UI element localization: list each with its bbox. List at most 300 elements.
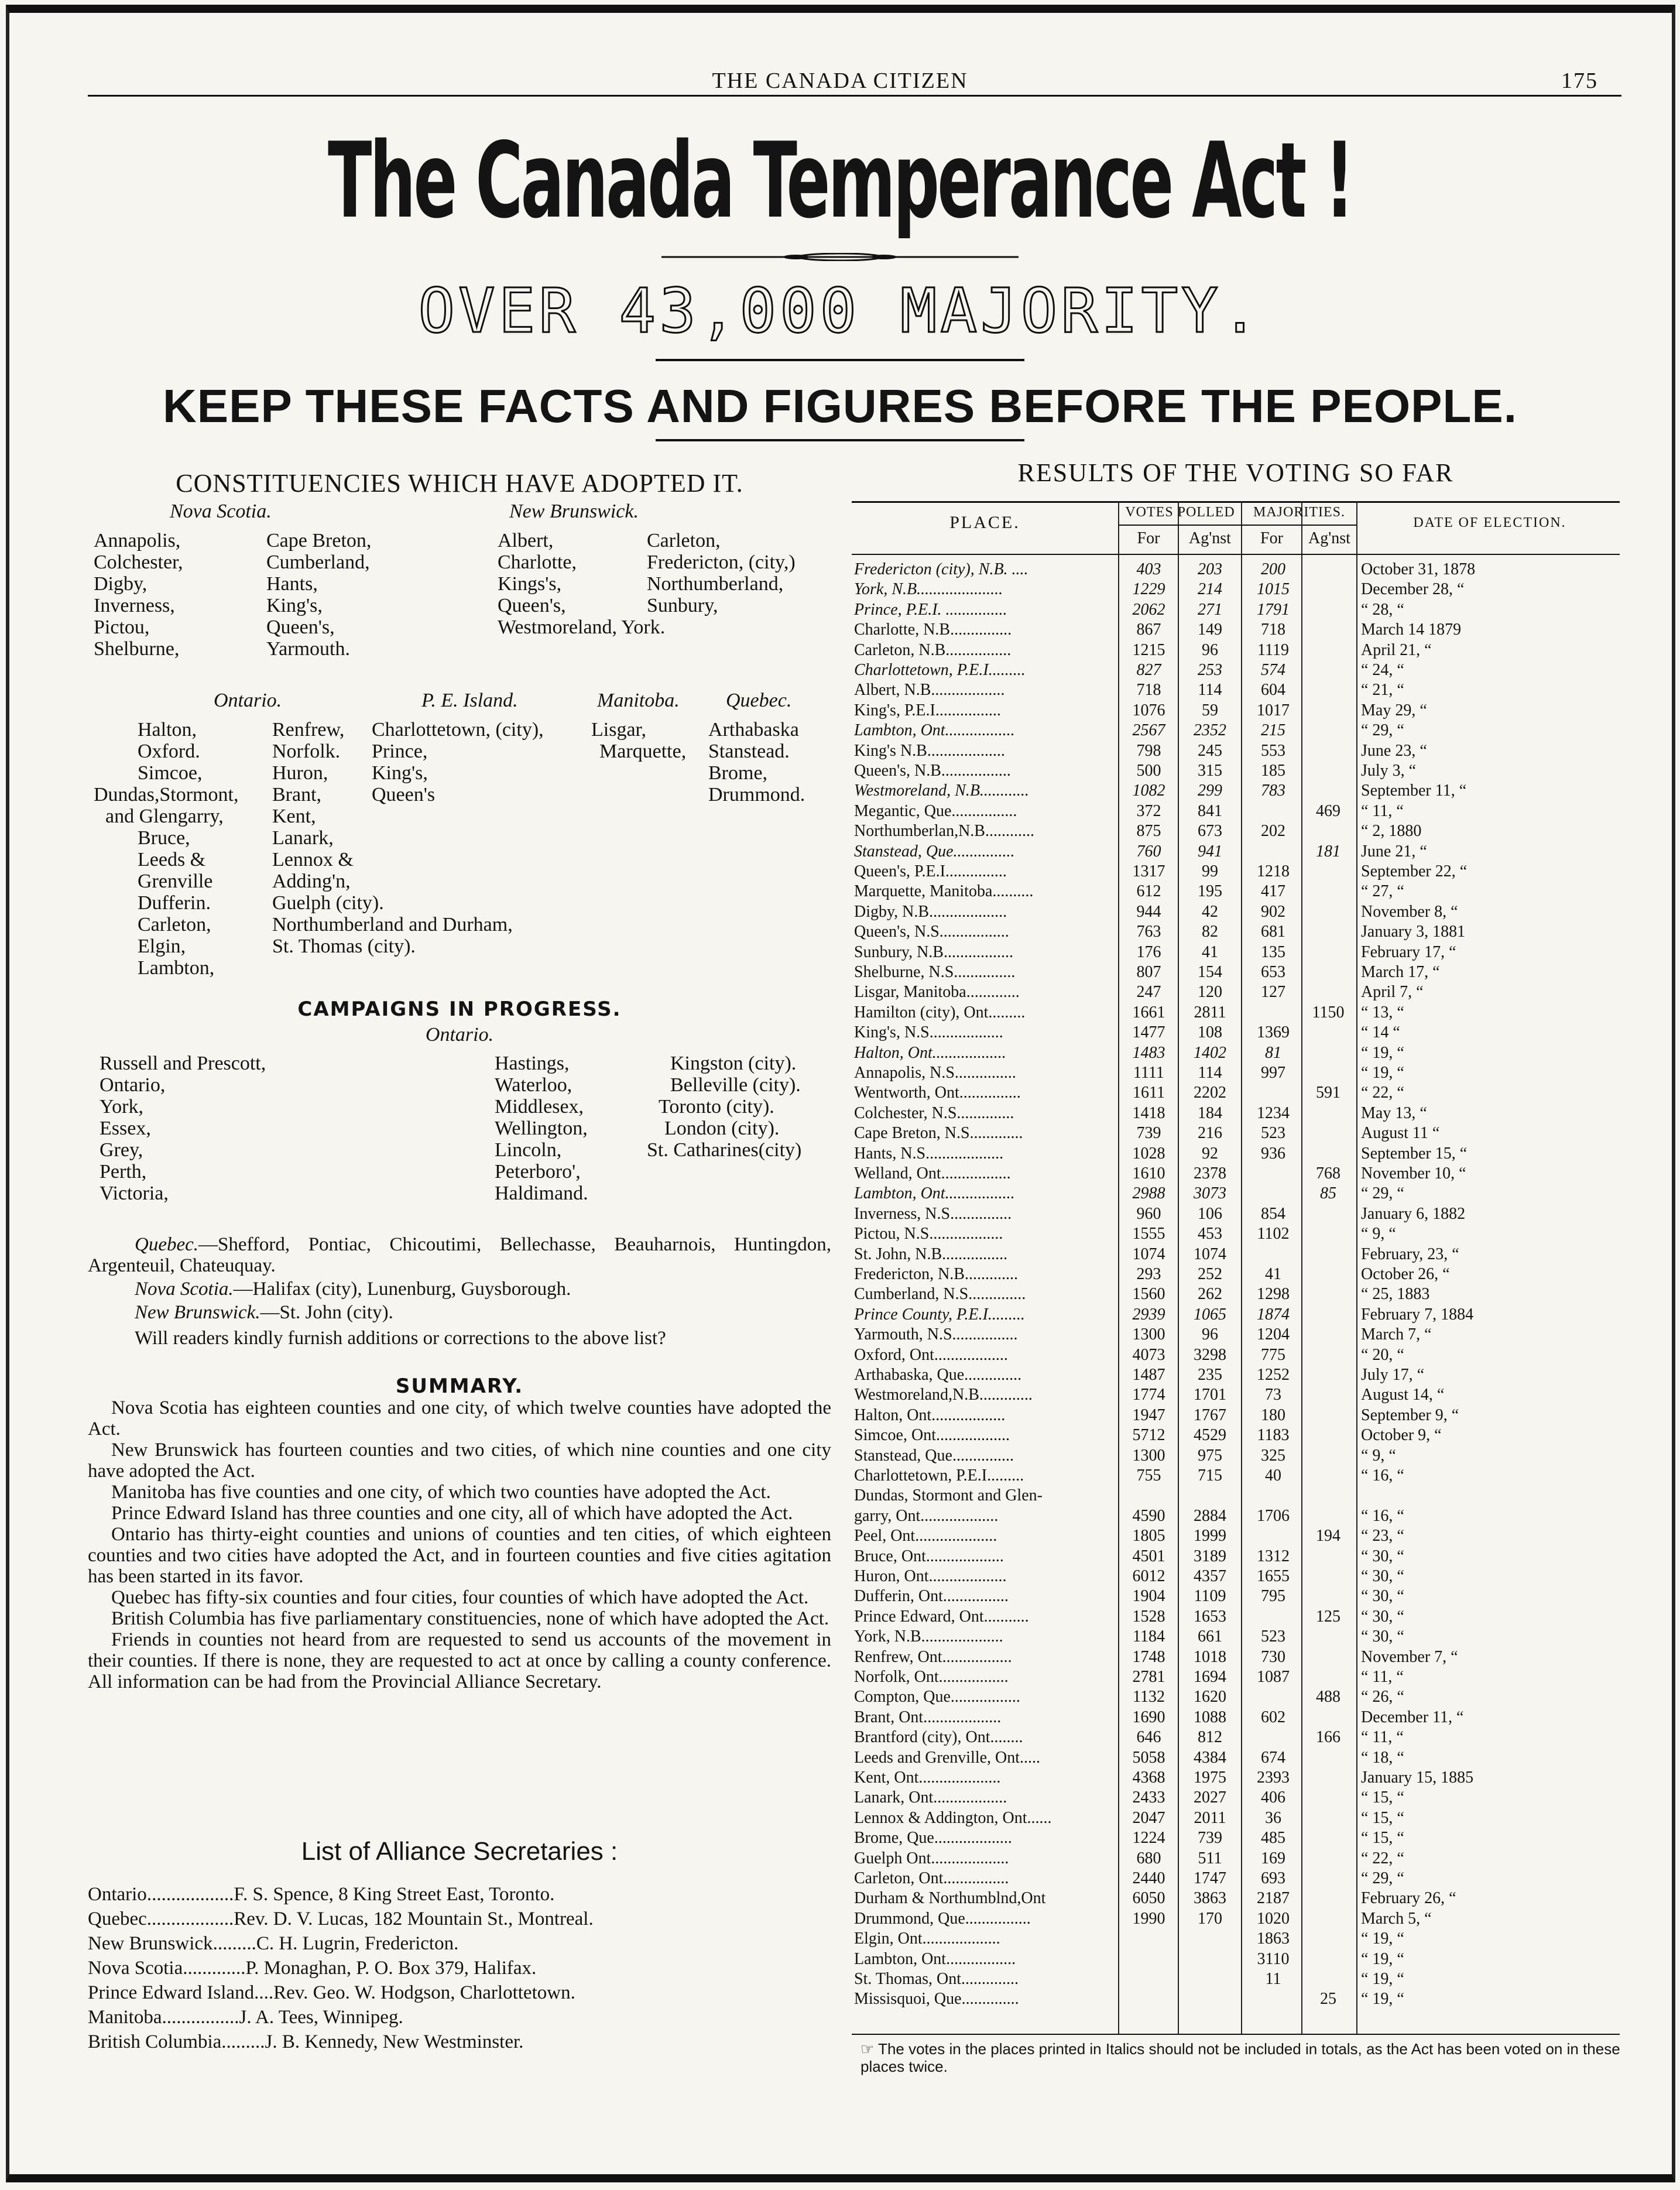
summary-p7: British Columbia has five parliamentary constituencies, none of which have adopted the Act. [111, 1608, 829, 1629]
cell-mf: 602 [1261, 1708, 1285, 1726]
cell-a: 1653 [1194, 1607, 1226, 1626]
cell-a: 511 [1198, 1849, 1222, 1867]
table-row [852, 1687, 1620, 1706]
campaigns-col3: Kingston (city). Belleville (city). Toronto (city). London (city). St. Catharines(city) [647, 1053, 802, 1161]
table-row [852, 1063, 1620, 1082]
pei-label: P. E. Island. [421, 690, 518, 711]
cell-f: 247 [1136, 983, 1161, 1002]
cell-f: 1317 [1132, 862, 1165, 880]
cell-p: Halton, Ont.................. [854, 1043, 1006, 1062]
cell-mf: 574 [1261, 661, 1285, 679]
cell-f: 4501 [1132, 1547, 1165, 1565]
cell-p: Sunbury, N.B................. [854, 943, 1013, 961]
cell-f: 755 [1136, 1466, 1161, 1485]
cell-a: 216 [1198, 1124, 1222, 1143]
cell-p: Leeds and Grenville, Ont..... [854, 1748, 1041, 1767]
cell-f: 1184 [1133, 1627, 1165, 1646]
cell-d: “ 29, “ [1361, 721, 1404, 740]
campaigns-col1: Russell and Prescott, Ontario, York, Essex, Grey, Perth, Victoria, [100, 1053, 266, 1204]
cell-mf: 718 [1261, 621, 1285, 639]
cell-a: 2202 [1194, 1084, 1226, 1102]
cell-f: 6050 [1132, 1889, 1165, 1908]
campaigns-col2: Hastings, Waterloo, Middlesex, Wellington, Lincoln, Peterboro', Haldimand. [495, 1053, 588, 1204]
cell-d: April 21, “ [1361, 640, 1432, 659]
cell-d: “ 11, “ [1361, 1728, 1404, 1747]
cell-f: 500 [1136, 762, 1161, 780]
cell-mf: 1252 [1257, 1366, 1290, 1384]
cell-a: 3298 [1194, 1345, 1226, 1364]
table-row [852, 842, 1620, 861]
table-row [852, 862, 1620, 881]
cell-p: Megantic, Que................ [854, 801, 1017, 820]
cell-a: 252 [1198, 1265, 1222, 1283]
cell-a: 214 [1198, 580, 1222, 599]
cell-d: “ 20, “ [1361, 1345, 1404, 1364]
cell-d: October 9, “ [1361, 1426, 1442, 1445]
cell-mf: 40 [1265, 1466, 1281, 1485]
ontario-col2: Renfrew, Norfolk. Huron, Brant, Kent, Lanark, Lennox & Adding'n, Guelph (city). Northumberland and Durham, St. Thomas (city). [272, 719, 513, 957]
cell-mf: 185 [1261, 762, 1285, 780]
cell-d: “ 9, “ [1361, 1446, 1396, 1465]
ns-col1: Annapolis, Colchester, Digby, Inverness, Pictou, Shelburne, [94, 530, 183, 660]
cell-p: Pictou, N.S.................. [854, 1225, 1003, 1243]
summary-p1: Nova Scotia has eighteen counties and one city, of which twelve counties have adopted the Act. [88, 1397, 831, 1440]
main-title: The Canada Temperance Act ! [328, 120, 1352, 241]
cell-a: 299 [1198, 782, 1222, 800]
cell-p: Brome, Que................... [854, 1829, 1012, 1848]
cell-f: 867 [1136, 621, 1161, 639]
cell-mf: 180 [1261, 1406, 1285, 1424]
table-row [852, 721, 1620, 740]
cell-f: 2062 [1132, 600, 1165, 619]
cell-mf: 169 [1261, 1849, 1285, 1867]
cell-p: Lisgar, Manitoba............. [854, 983, 1020, 1002]
cell-d: March 5, “ [1361, 1909, 1432, 1928]
table-row [852, 943, 1620, 962]
cell-d: “ 15, “ [1361, 1788, 1404, 1807]
cell-a: 235 [1198, 1366, 1222, 1384]
cell-p: Norfolk, Ont................. [854, 1668, 1009, 1686]
cell-a: 1088 [1194, 1708, 1226, 1726]
cell-a: 2027 [1194, 1788, 1226, 1807]
cell-mf: 783 [1261, 782, 1285, 800]
cell-d: “ 29, “ [1361, 1869, 1404, 1887]
cell-p: Charlottetown, P.E.I......... [854, 661, 1026, 679]
cell-mf: 73 [1265, 1386, 1281, 1404]
cell-a: 1975 [1194, 1769, 1226, 1787]
cell-f: 1082 [1132, 782, 1165, 800]
cell-p: Lambton, Ont................. [854, 721, 1015, 740]
cell-mf: 553 [1261, 741, 1285, 760]
cell-p: Bruce, Ont................... [854, 1547, 1004, 1565]
cell-f: 372 [1136, 801, 1161, 820]
cell-a: 941 [1198, 842, 1222, 861]
cell-mf: 1234 [1257, 1103, 1290, 1122]
other-campaigns [88, 1234, 831, 1349]
cell-mf: 127 [1261, 983, 1285, 1002]
cell-d: December 28, “ [1361, 580, 1465, 599]
cell-f: 1805 [1132, 1527, 1165, 1545]
campaigns-section [88, 998, 831, 1204]
cell-a: 812 [1198, 1728, 1222, 1747]
cell-mf: 81 [1265, 1043, 1281, 1062]
cell-a: 114 [1198, 1064, 1222, 1082]
cell-d: “ 9, “ [1361, 1225, 1396, 1243]
results-heading: RESULTS OF THE VOTING SO FAR [1017, 458, 1454, 487]
cell-p: Cumberland, N.S.............. [854, 1285, 1026, 1304]
cell-f: 2567 [1132, 721, 1165, 740]
summary-heading: SUMMARY. [395, 1375, 524, 1398]
cell-p: Yarmouth, N.S................ [854, 1325, 1018, 1344]
results-table [852, 501, 1620, 2035]
cell-ma: 25 [1320, 1990, 1336, 2009]
summary-p4: Prince Edward Island has three counties and one city, all of which have adopted the Act. [111, 1503, 793, 1524]
cell-d: February 17, “ [1361, 943, 1456, 961]
cell-p: King's, N.S.................. [854, 1023, 1003, 1042]
cell-d: “ 22, “ [1361, 1849, 1404, 1867]
table-top-rule [852, 501, 1620, 503]
cell-p: King's, P.E.I................ [854, 701, 1001, 719]
cell-p: Charlottetown, P.E.I......... [854, 1466, 1024, 1485]
cell-mf: 406 [1261, 1788, 1285, 1807]
cell-d: September 9, “ [1361, 1406, 1459, 1424]
cell-mf: 417 [1261, 882, 1285, 901]
cell-mf: 604 [1261, 681, 1285, 700]
cell-p: Dufferin, Ont................ [854, 1587, 1009, 1606]
italics-footnote: ☞ The votes in the places printed in Italics should not be included in totals, as the Act has been voted on in these places twice. [860, 2040, 1620, 2075]
cell-f: 1028 [1132, 1144, 1165, 1163]
cell-d: September 22, “ [1361, 862, 1468, 880]
cell-a: 841 [1198, 801, 1222, 820]
subtitle: OVER 43,000 MAJORITY. [418, 275, 1262, 347]
cell-f: 1224 [1132, 1829, 1165, 1848]
table-row [852, 1828, 1620, 1848]
table-row [852, 1144, 1620, 1163]
cell-ma: 768 [1316, 1164, 1340, 1183]
ns-label: Nova Scotia. [170, 501, 272, 522]
cell-d: “ 19, “ [1361, 1064, 1404, 1082]
table-row [852, 1929, 1620, 1948]
cell-d: “ 19, “ [1361, 1043, 1404, 1062]
cell-a: 170 [1198, 1909, 1222, 1928]
cell-d: “ 2, 1880 [1361, 822, 1422, 841]
table-row [852, 1526, 1620, 1545]
cell-a: 2011 [1194, 1808, 1226, 1827]
table-row [852, 1204, 1620, 1223]
col-maj-for: For [1260, 529, 1283, 547]
cell-d: August 14, “ [1361, 1386, 1445, 1404]
campaigns-ontario-label: Ontario. [425, 1024, 494, 1046]
summary-p3: Manitoba has five counties and one city, of which two counties have adopted the Act. [111, 1482, 771, 1503]
cell-ma: 85 [1320, 1184, 1336, 1203]
cell-a: 114 [1198, 681, 1222, 700]
cell-d: July 3, “ [1361, 762, 1417, 780]
cell-f: 403 [1136, 560, 1161, 578]
table-row [852, 1869, 1620, 1888]
table-row [852, 580, 1620, 599]
table-row [852, 1607, 1620, 1626]
cell-p: Peel, Ont.................... [854, 1527, 997, 1545]
table-row [852, 1043, 1620, 1063]
cell-p: Albert, N.B.................. [854, 681, 1005, 700]
cell-f: 1477 [1132, 1023, 1165, 1042]
ns-campaigns: Nova Scotia.—Halifax (city), Lunenburg, Guysborough. [135, 1279, 571, 1300]
table-row [852, 1164, 1620, 1183]
subtitle-rule [656, 359, 1024, 361]
cell-a: 453 [1198, 1225, 1222, 1243]
cell-p: Renfrew, Ont................. [854, 1647, 1012, 1666]
cell-f: 2939 [1132, 1305, 1165, 1324]
table-row [852, 1567, 1620, 1586]
table-row [852, 701, 1620, 720]
col-votes-header: VOTES POLLED [1125, 505, 1235, 520]
cell-d: “ 29, “ [1361, 1184, 1404, 1203]
cell-a: 106 [1198, 1204, 1222, 1223]
cell-p: Queen's, N.S................. [854, 923, 1009, 941]
cell-mf: 1204 [1257, 1325, 1290, 1344]
cell-f: 798 [1136, 741, 1161, 760]
cell-mf: 202 [1261, 822, 1285, 841]
nb-col2: Carleton, Fredericton, (city,) Northumberland, Sunbury, [647, 530, 796, 616]
cell-mf: 325 [1261, 1446, 1285, 1465]
cell-d: April 7, “ [1361, 983, 1424, 1002]
cell-d: February 7, 1884 [1361, 1305, 1474, 1324]
cell-d: February, 23, “ [1361, 1245, 1459, 1263]
cell-f: 1748 [1132, 1647, 1165, 1666]
cell-d: “ 14 “ [1361, 1023, 1400, 1042]
nb-campaigns: New Brunswick.—St. John (city). [135, 1302, 393, 1323]
table-row [852, 1788, 1620, 1807]
table-row [852, 902, 1620, 921]
cell-mf: 653 [1261, 963, 1285, 981]
cell-p: Queen's, P.E.I............... [854, 862, 1007, 880]
table-row [852, 962, 1620, 982]
cell-d: “ 16, “ [1361, 1466, 1404, 1485]
cell-mf: 523 [1261, 1627, 1285, 1646]
cell-a: 4357 [1194, 1567, 1226, 1585]
nb-label: New Brunswick. [509, 501, 639, 522]
cell-a: 42 [1202, 902, 1218, 921]
cell-f: 5712 [1132, 1426, 1165, 1445]
cell-mf: 2187 [1257, 1889, 1290, 1908]
quebec-col: Arthabaska Stanstead. Brome, Drummond. [708, 719, 805, 806]
cell-mf: 936 [1261, 1144, 1285, 1163]
cell-a: 1999 [1194, 1527, 1226, 1545]
cell-d: November 8, “ [1361, 902, 1458, 921]
cell-a: 184 [1198, 1103, 1222, 1122]
cell-d: “ 19, “ [1361, 1929, 1404, 1948]
cell-ma: 166 [1316, 1728, 1340, 1747]
col-votes-for: For [1137, 529, 1160, 547]
table-row [852, 1023, 1620, 1042]
cell-p: Oxford, Ont.................. [854, 1345, 1008, 1364]
table-row [852, 781, 1620, 800]
cell-a: 245 [1198, 741, 1222, 760]
cell-mf: 41 [1265, 1265, 1281, 1283]
cell-mf: 997 [1261, 1064, 1285, 1082]
cell-d: September 11, “ [1361, 782, 1467, 800]
nb-col1: Albert, Charlotte, Kings's, Queen's, Westmoreland, York. [498, 530, 666, 638]
cell-f: 1418 [1132, 1103, 1165, 1122]
cell-f: 1690 [1132, 1708, 1165, 1726]
cell-a: 120 [1198, 983, 1222, 1002]
cell-a: 1767 [1194, 1406, 1226, 1424]
cell-d: June 21, “ [1361, 842, 1427, 861]
secretaries-list [88, 1882, 831, 2054]
cell-p: Stanstead, Que............... [854, 1446, 1014, 1465]
table-row [852, 1365, 1620, 1384]
cell-f: 1555 [1132, 1225, 1165, 1243]
cell-p: Welland, Ont................. [854, 1164, 1011, 1183]
ontario-col1: Halton, Oxford. Simcoe, Dundas,Stormont, and Glengarry, Bruce, Leeds & Grenville Dufferin. Carleton, Elgin, Lambton, [94, 719, 239, 979]
cell-f: 875 [1136, 822, 1161, 841]
table-row [852, 1385, 1620, 1404]
cell-d: “ 11, “ [1361, 801, 1404, 820]
cell-f: 2440 [1132, 1869, 1165, 1887]
cell-mf: 2393 [1257, 1769, 1290, 1787]
cell-d: March 7, “ [1361, 1325, 1432, 1344]
table-row [852, 660, 1620, 680]
cell-p: Huron, Ont................... [854, 1567, 1007, 1585]
cell-p: Carleton, Ont................ [854, 1869, 1009, 1887]
cell-p: Arthabaska, Que.............. [854, 1366, 1022, 1384]
table-row [852, 1083, 1620, 1102]
cell-f: 2781 [1132, 1668, 1165, 1686]
table-row [852, 1909, 1620, 1928]
cell-d: “ 28, “ [1361, 600, 1404, 619]
cell-a: 82 [1202, 923, 1218, 941]
cell-d: “ 11, “ [1361, 1668, 1404, 1686]
cell-p: York, N.B.................... [854, 1627, 1003, 1646]
cell-p: Hamilton (city), Ont......... [854, 1003, 1026, 1022]
cell-f: 1111 [1133, 1064, 1164, 1082]
table-row [852, 801, 1620, 821]
cell-f: 1947 [1132, 1406, 1165, 1424]
secretary-pei: Prince Edward Island....Rev. Geo. W. Hodgson, Charlottetown. [88, 1982, 575, 2003]
col-majorities-header: MAJORITIES. [1253, 505, 1345, 520]
table-row [852, 821, 1620, 841]
cell-p: Wentworth, Ont............... [854, 1084, 1021, 1102]
cell-p: Elgin, Ont................... [854, 1929, 1000, 1948]
manitoba-label: Manitoba. [597, 690, 680, 711]
header-rule [88, 95, 1621, 97]
table-row [852, 1969, 1620, 1989]
cell-f: 1610 [1132, 1164, 1165, 1183]
cell-ma: 591 [1316, 1084, 1340, 1102]
table-row [852, 1647, 1620, 1667]
summary-p2: New Brunswick has fourteen counties and two cities, of which nine counties and one city have adopted the Act. [88, 1440, 831, 1482]
cell-a: 96 [1202, 1325, 1218, 1344]
cell-mf: 1298 [1257, 1285, 1290, 1304]
corrections-request: Will readers kindly furnish additions or corrections to the above list? [135, 1328, 666, 1349]
cell-mf: 902 [1261, 902, 1285, 921]
col-date-header: DATE OF ELECTION. [1413, 515, 1566, 530]
table-row [852, 1284, 1620, 1304]
cell-a: 3189 [1194, 1547, 1226, 1565]
table-row [852, 741, 1620, 760]
cell-d: October 26, “ [1361, 1265, 1450, 1283]
cell-p: Marquette, Manitoba.......... [854, 882, 1034, 901]
col-votes-against: Ag'nst [1189, 529, 1231, 547]
cell-a: 1747 [1194, 1869, 1226, 1887]
cell-a: 2352 [1194, 721, 1226, 740]
cell-mf: 681 [1261, 923, 1285, 941]
table-row [852, 1547, 1620, 1566]
table-row [852, 982, 1620, 1002]
cell-p: Simcoe, Ont.................. [854, 1426, 1010, 1445]
table-row [852, 1949, 1620, 1969]
cell-d: “ 23, “ [1361, 1527, 1404, 1545]
cell-a: 1694 [1194, 1668, 1226, 1686]
table-row [852, 922, 1620, 941]
table-row [852, 600, 1620, 619]
cell-ma: 181 [1316, 842, 1340, 861]
cell-mf: 1017 [1257, 701, 1290, 719]
cell-p: Queen's, N.B................. [854, 762, 1011, 780]
cell-d: “ 15, “ [1361, 1808, 1404, 1827]
cell-a: 1074 [1194, 1245, 1226, 1263]
cell-f: 680 [1136, 1849, 1161, 1867]
ornament-divider [661, 253, 1019, 261]
cell-mf: 1102 [1257, 1225, 1290, 1243]
cell-mf: 1874 [1257, 1305, 1290, 1324]
cell-d: “ 30, “ [1361, 1587, 1404, 1606]
cell-f: 646 [1136, 1728, 1161, 1747]
table-row [852, 1305, 1620, 1324]
cell-d: May 29, “ [1361, 701, 1427, 719]
cell-f: 176 [1136, 943, 1161, 961]
cell-d: September 15, “ [1361, 1144, 1468, 1163]
table-row [852, 1586, 1620, 1606]
table-row [852, 1224, 1620, 1243]
cell-mf: 1655 [1257, 1567, 1290, 1585]
cell-mf: 854 [1261, 1204, 1285, 1223]
cell-a: 253 [1198, 661, 1222, 679]
table-row [852, 1849, 1620, 1868]
cell-mf: 1791 [1257, 600, 1290, 619]
cell-a: 154 [1198, 963, 1222, 981]
cell-p: Lambton, Ont................. [854, 1949, 1016, 1968]
cell-p: Stanstead, Que............... [854, 842, 1015, 861]
cell-f: 1483 [1132, 1043, 1165, 1062]
cell-a: 203 [1198, 560, 1222, 578]
cell-d: June 23, “ [1361, 741, 1427, 760]
table-row [852, 1123, 1620, 1143]
summary-p5: Ontario has thirty-eight counties and unions of counties and ten cities, of which eighteen counties and two cities have adopted the Act, and in fourteen counties and five cities agitation has been started in its favor. [88, 1524, 831, 1587]
cell-a: 661 [1198, 1627, 1222, 1646]
cell-p: Colchester, N.S.............. [854, 1103, 1014, 1122]
cell-p: Westmoreland, N.B............ [854, 782, 1029, 800]
cell-ma: 469 [1316, 801, 1340, 820]
cell-a: 715 [1198, 1466, 1222, 1485]
secretaries-heading: List of Alliance Secretaries : [301, 1837, 618, 1866]
table-row [852, 640, 1620, 660]
cell-f: 2988 [1132, 1184, 1165, 1203]
cell-f: 827 [1136, 661, 1161, 679]
cell-a: 2884 [1194, 1506, 1226, 1525]
secretary-nova-scotia: Nova Scotia.............P. Monaghan, P. O. Box 379, Halifax. [88, 1958, 537, 1979]
cell-mf: 1312 [1257, 1547, 1290, 1565]
table-row [852, 1245, 1620, 1264]
ns-col2: Cape Breton, Cumberland, Hants, King's, Queen's, Yarmouth. [266, 530, 372, 660]
cell-mf: 730 [1261, 1647, 1285, 1666]
cell-mf: 1863 [1257, 1929, 1290, 1948]
cell-mf: 11 [1265, 1970, 1281, 1988]
cell-d: January 3, 1881 [1361, 923, 1466, 941]
table-row [852, 1627, 1620, 1646]
cell-mf: 775 [1261, 1345, 1285, 1364]
cell-ma: 194 [1316, 1527, 1340, 1545]
